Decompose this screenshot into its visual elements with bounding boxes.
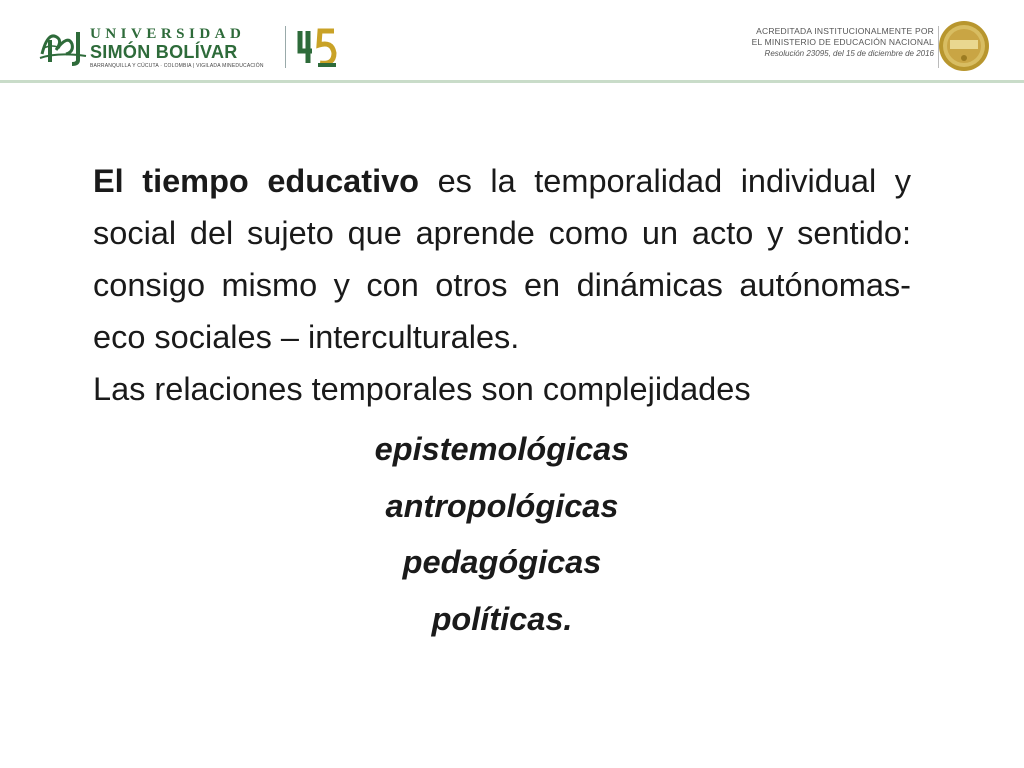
- definition-term: El tiempo educativo: [93, 163, 420, 199]
- term-antropologicas: antropológicas: [385, 487, 619, 524]
- signature-logo-icon: [38, 24, 90, 68]
- alta-calidad-seal-icon: [938, 20, 990, 72]
- slide-header: [0, 0, 1024, 84]
- accreditation-line1: ACREDITADA INSTITUCIONALMENTE POR: [756, 26, 934, 36]
- complexities-list: [93, 421, 911, 647]
- relations-sentence: Las relaciones temporales son complejidades: [93, 371, 751, 407]
- university-line1: UNIVERSIDAD: [90, 26, 246, 42]
- term-epistemologicas: epistemológicas: [374, 431, 630, 467]
- accreditation-block: [694, 26, 934, 59]
- definition-text: es la temporalidad individual y social del sujeto que aprende como un acto y sentido: consigo mismo y con otros en dinámicas autónomas-eco sociales – interculturales.: [93, 163, 911, 355]
- university-line3: BARRANQUILLA Y CÚCUTA · COLOMBIA | VIGILADA MINEDUCACIÓN: [90, 63, 264, 69]
- university-name: [90, 26, 280, 70]
- definition-paragraph: [93, 155, 911, 363]
- term-pedagogicas: pedagógicas: [402, 544, 602, 580]
- university-line2: SIMÓN BOLÍVAR: [90, 42, 238, 62]
- anniversary-45-icon: [296, 25, 340, 69]
- header-rule: [0, 80, 1024, 83]
- university-brand: [38, 22, 303, 72]
- term-politicas: políticas.: [431, 600, 573, 637]
- brand-divider: [285, 26, 286, 68]
- accreditation-resolution: Resolución 23095, del 15 de diciembre de 2016: [764, 49, 934, 58]
- accreditation-line2: EL MINISTERIO DE EDUCACIÓN NACIONAL: [751, 37, 934, 47]
- slide-content: [93, 155, 911, 647]
